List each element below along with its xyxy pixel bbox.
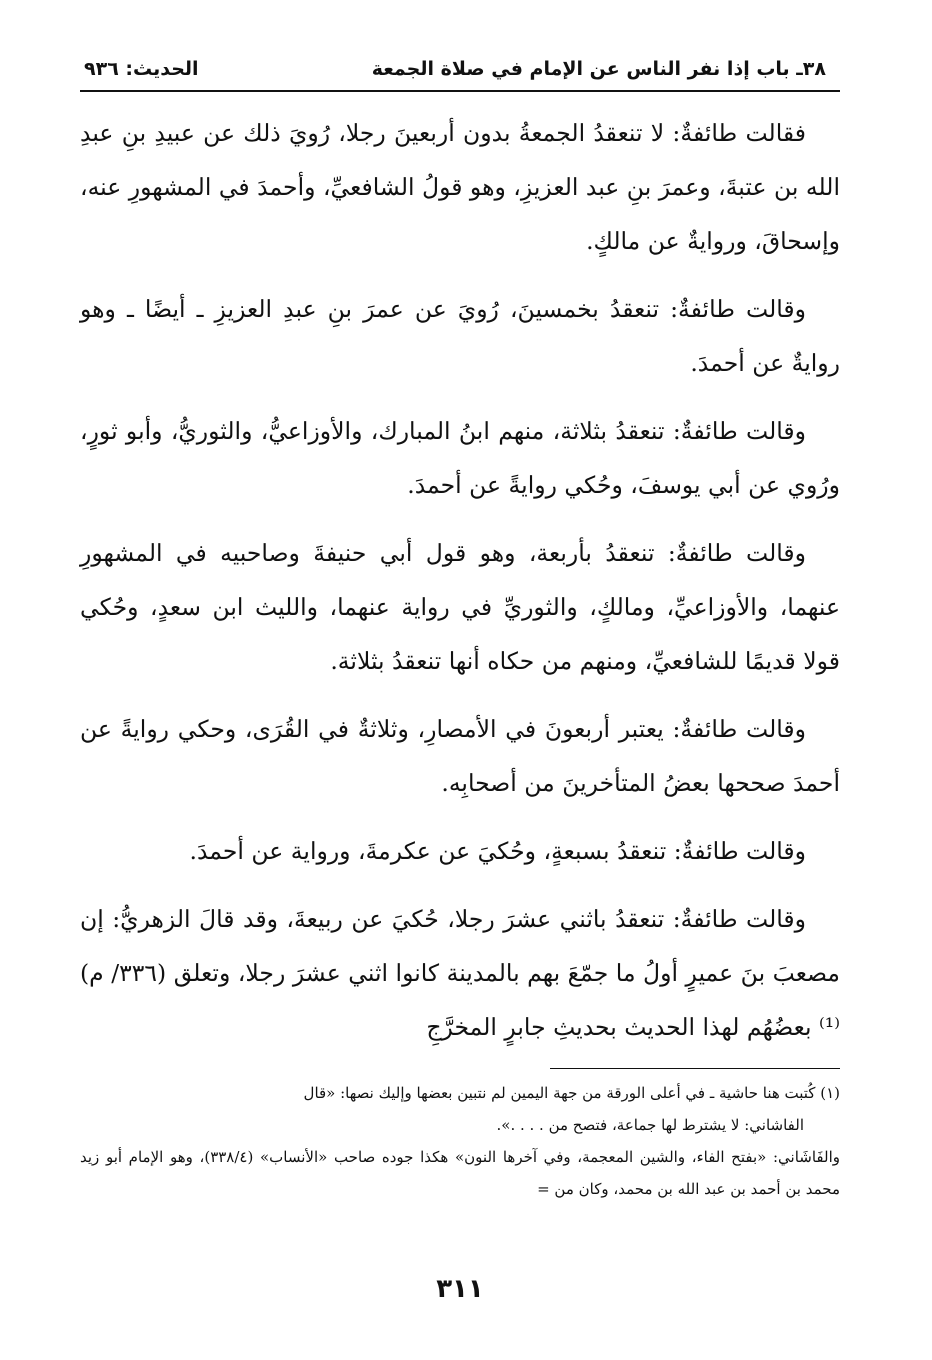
main-text [80, 106, 840, 1054]
footnotes [80, 1077, 840, 1205]
paragraph-6: وقالت طائفةٌ: تنعقدُ بسبعةٍ، وحُكيَ عن عكرمةَ، ورواية عن أحمدَ. [189, 837, 806, 865]
footnote-1-line-1: (١) كُتبت هنا حاشية ـ في أعلى الورقة من جهة اليمين لم نتبين بعضها وإليك نصها: «قال [303, 1084, 840, 1102]
paragraph-2: وقالت طائفةٌ: تنعقدُ بخمسينَ، رُويَ عن عمرَ بنِ عبدِ العزيزِ ـ أيضًا ـ وهو روايةٌ عن أحمدَ. [80, 295, 840, 377]
header-rule [80, 90, 840, 92]
paragraph-4: وقالت طائفةٌ: تنعقدُ بأربعة، وهو قول أبي حنيفةَ وصاحبيه في المشهورِ عنهما، والأوزاعيِّ، ومالكٍ، والثوريِّ في رواية عنهما، والليث ابن سعدٍ، وحُكي قولا قديمًا للشافعيِّ، ومنهم من حكاه أنها تنعقدُ بثلاثة. [80, 539, 840, 675]
footnote-rule [550, 1068, 840, 1069]
hadith-number: الحديث: ٩٣٦ [84, 58, 199, 80]
paragraph-7: وقالت طائفةٌ: تنعقدُ باثني عشرَ رجلا، حُكيَ عن ربيعةَ، وقد قالَ الزهريُّ: إن مصعبَ بنَ عميرٍ أولُ ما جمّعَ بهم بالمدينة كانوا اثني عشرَ رجلا، وتعلق (٣٣٦/ م)⁽¹⁾ بعضُهُم لهذا الحديث بحديثِ جابرٍ المخرَّجِ [80, 905, 840, 1041]
paragraph-5: وقالت طائفةٌ: يعتبر أربعونَ في الأمصارِ، وثلاثةٌ في القُرَى، وحكي روايةً عن أحمدَ صححها بعضُ المتأخرينَ من أصحابِه. [80, 715, 840, 797]
footnote-1-line-2: الفاشاني: لا يشترط لها جماعة، فتصح من . . . .». [496, 1116, 804, 1134]
paragraph-3: وقالت طائفةٌ: تنعقدُ بثلاثة، منهم ابنُ المبارك، والأوزاعيُّ، والثوريُّ، وأبو ثورٍ، ورُوي عن أبي يوسفَ، وحُكي روايةً عن أحمدَ. [80, 417, 840, 499]
page-number: ٣١١ [436, 1274, 484, 1304]
chapter-title: ٣٨ـ باب إذا نفر الناس عن الإمام في صلاة الجمعة [371, 58, 826, 80]
page [80, 52, 840, 1312]
footnote-2: والفَاشَاني: «بفتح الفاء، والشين المعجمة، وفي آخرها النون» هكذا جوده صاحب «الأنساب» (٣٣٨/٤)، وهو الإمام أبو زيد محمد بن أحمد بن عبد الله بن محمد، وكان من = [80, 1148, 840, 1198]
paragraph-1: فقالت طائفةٌ: لا تنعقدُ الجمعةُ بدون أربعينَ رجلا، رُويَ ذلك عن عبيدِ بنِ عبدِ الله بن عتبةَ، وعمرَ بنِ عبد العزيزِ، وهو قولُ الشافعيِّ، وأحمدَ في المشهورِ عنه، وإسحاقَ، وروايةٌ عن مالكٍ. [80, 119, 840, 255]
running-header [80, 52, 840, 86]
